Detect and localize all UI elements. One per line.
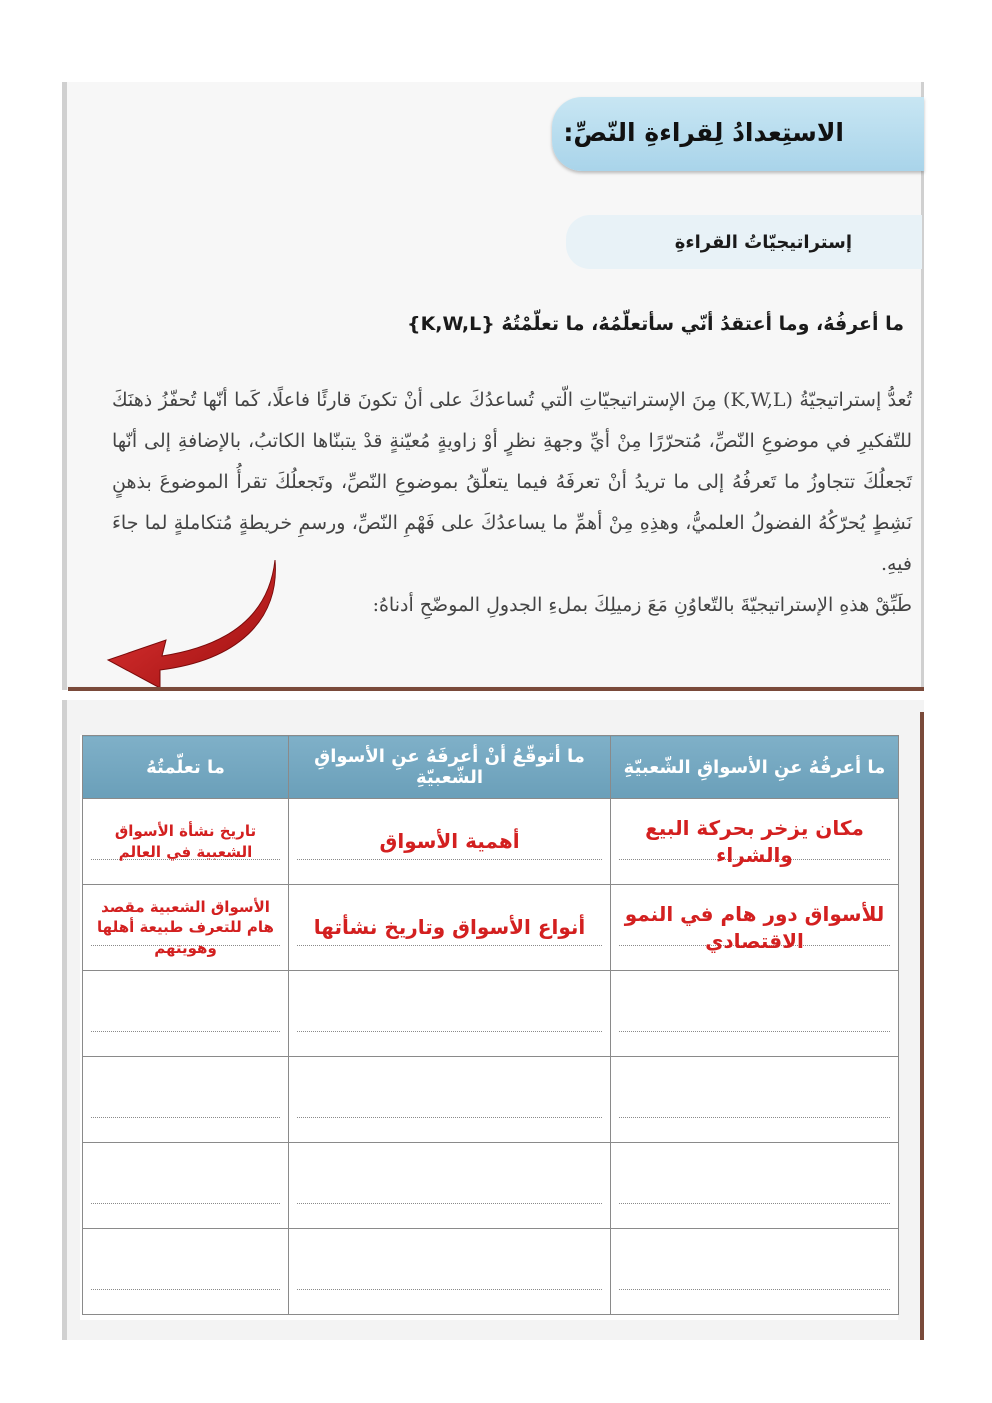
bottom-left-border (62, 700, 67, 1340)
answer-text (615, 1057, 894, 1142)
bottom-right-border (920, 712, 924, 1340)
answer-text (615, 1229, 894, 1314)
answer-text (615, 1143, 894, 1228)
frame-right-border (921, 82, 924, 690)
cell-want[interactable] (289, 799, 611, 885)
cell-know[interactable] (611, 1057, 899, 1143)
cell-know[interactable] (611, 971, 899, 1057)
cell-know[interactable] (611, 885, 899, 971)
cell-want[interactable] (289, 1057, 611, 1143)
header-know: ما أعرفُهُ عنِ الأسواقِ الشّعبيّةِ (611, 736, 899, 799)
cell-know[interactable] (611, 1229, 899, 1315)
table-row (83, 799, 899, 885)
cell-learned[interactable] (83, 1057, 289, 1143)
table-row (83, 1143, 899, 1229)
answer-text (293, 1057, 606, 1142)
cell-want[interactable] (289, 885, 611, 971)
cell-know[interactable] (611, 799, 899, 885)
cell-learned[interactable] (83, 799, 289, 885)
cell-learned[interactable] (83, 885, 289, 971)
answer-text (87, 1229, 284, 1314)
header-learned: ما تعلّمتُهُ (83, 736, 289, 799)
paragraph-body: تُعدُّ إستراتيجيّةُ (K,W,L) مِنَ الإستراتيجيّاتِ الّتي تُساعدُكَ على أنْ تكونَ قارئًا فاعلًا، كَما أنّها تُحفّزُ ذهنَكَ للتّفكيرِ في موضوعِ النّصِّ، مُتحرّرًا مِنْ أيِّ وجهةِ نظرٍ أوْ زاويةٍ مُعيّنةٍ قدْ يتبنّاها الكاتبُ، بالإضافةِ إلى أنّها تَجعلُكَ تتجاوزُ ما تَعرفُهُ إلى ما تريدُ أنْ تعرفَهُ فيما يتعلّقُ بموضوعِ النّصِّ، وتَجعلُكَ تقرأُ الموضوعَ بذهنٍ نَشِطٍ يُحرّكُهُ الفضولُ العلميُّ، وهذِهِ مِنْ أهمِّ ما يساعدُكَ على فَهْمِ النّصِّ، ورسمِ خريطةٍ مُتكاملةٍ لما جاءَ فيهِ. (112, 389, 913, 575)
answer-text: تاريخ نشأة الأسواق الشعبية في العالم (114, 822, 257, 861)
header-want: ما أتوقّعُ أنْ أعرفَهُ عنِ الأسواقِ الشّعبيّةِ (289, 736, 611, 799)
kwl-table (82, 735, 899, 1315)
answer-text: الأسواق الشعبية مقصد هام للتعرف طبيعة أهلها وهويتهم (97, 898, 274, 957)
cell-know[interactable] (611, 1143, 899, 1229)
answer-text: مكان يزخر بحركة البيع والشراء (645, 815, 864, 867)
answer-text (293, 971, 606, 1056)
answer-text (293, 1143, 606, 1228)
kwl-question: ما أعرفُهُ، وما أعتقدُ أنّي سأتعلّمُهُ، ما تعلّمْتُهُ {K,W,L} (407, 313, 904, 335)
table-header-row (83, 736, 899, 799)
answer-text (615, 971, 894, 1056)
page-title: الاستِعدادُ لِقراءةِ النّصِّ: (563, 118, 844, 147)
paragraph-instruction: طَبِّقْ هذهِ الإستراتيجيّةَ بالتّعاوُنِ مَعَ زميلِكَ بملءِ الجدولِ الموضّحِ أدناهُ: (372, 594, 912, 616)
section-divider (68, 687, 924, 691)
cell-learned[interactable] (83, 1229, 289, 1315)
table-row (83, 885, 899, 971)
cell-want[interactable] (289, 1143, 611, 1229)
answer-text (87, 1143, 284, 1228)
table-row (83, 971, 899, 1057)
answer-text (293, 1229, 606, 1314)
cell-learned[interactable] (83, 1143, 289, 1229)
subtitle: إستراتيجيّاتُ القراءةِ (674, 232, 852, 253)
table-row (83, 1057, 899, 1143)
cell-want[interactable] (289, 1229, 611, 1315)
answer-text: أنواع الأسواق وتاريخ نشأتها (313, 915, 586, 939)
answer-text (87, 1057, 284, 1142)
answer-text (87, 971, 284, 1056)
cell-learned[interactable] (83, 971, 289, 1057)
cell-want[interactable] (289, 971, 611, 1057)
answer-text: أهمية الأسواق (379, 829, 520, 853)
table-row (83, 1229, 899, 1315)
answer-text: للأسواق دور هام في النمو الاقتصادي (624, 901, 885, 953)
curved-arrow-icon (100, 556, 300, 691)
